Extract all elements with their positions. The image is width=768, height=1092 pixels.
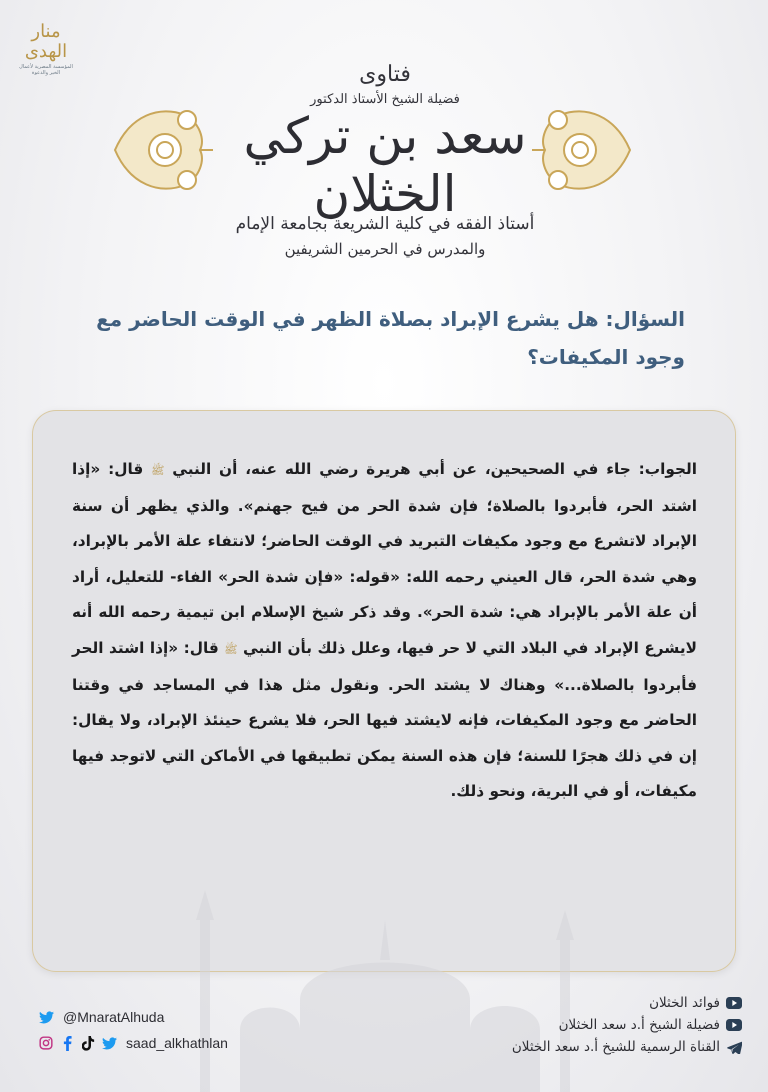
salutation-icon: ﷺ xyxy=(151,464,165,477)
youtube-channel-1[interactable]: فوائد الخثلان xyxy=(649,995,720,1011)
question-text: السؤال: هل يشرع الإبراد بصلاة الظهر في الوقت الحاضر مع وجود المكيفات؟ xyxy=(96,307,685,369)
answer-part-3: قال: «إذا اشتد الحر فأبردوا بالصلاة...» وهناك لا يشتد الحر. ونقول مثل هذا في المساجد في وقتنا الحاضر مع وجود المكيفات، فإنه لايشتد فيها الحر، فلا يشرع حينئذ الإبراد، ولا يقال: إن في ذلك هجرًا للسنة؛ فإن هذه السنة يمكن تطبيقها في الأماكن التي لاتوجد فيها مكيفات، أو في البرية، ونحو ذلك. xyxy=(72,638,697,801)
shaykh-name: سعد بن تركي الخثلان xyxy=(243,107,527,223)
mosque-skyline-decoration xyxy=(0,880,768,1092)
left-ornament-icon xyxy=(105,95,215,205)
social-links-left xyxy=(38,1004,298,1056)
facebook-icon[interactable] xyxy=(59,1035,75,1051)
fatawa-heading: فتاوى xyxy=(359,62,411,87)
right-ornament-icon xyxy=(530,95,640,205)
logo-subtitle: المؤسسة المصرية لأعمال الخير والدعوة xyxy=(19,63,73,76)
youtube-row-2[interactable] xyxy=(412,1014,742,1036)
position-line-2: والمدرس في الحرمين الشريفين xyxy=(284,240,486,258)
youtube-channel-2[interactable]: فضيلة الشيخ أ.د سعد الخثلان xyxy=(558,1017,720,1033)
tiktok-icon[interactable] xyxy=(80,1035,96,1051)
social-icons-row xyxy=(38,1030,298,1056)
position-line-1: أستاذ الفقه في كلية الشريعة بجامعة الإمام xyxy=(235,214,535,234)
twitter-handle[interactable]: @MnaratAlhuda xyxy=(63,1009,165,1025)
organization-logo xyxy=(18,22,74,76)
youtube-icon[interactable] xyxy=(726,995,742,1011)
account-handle[interactable]: saad_alkhathlan xyxy=(126,1035,228,1051)
salutation-icon: ﷺ xyxy=(224,642,238,656)
answer-text xyxy=(72,452,697,810)
youtube-row-1[interactable] xyxy=(412,992,742,1014)
answer-part-2: قال: «إذا اشتد الحر، فأبردوا بالصلاة؛ فإن شدة الحر من فيح جهنم». والذي يظهر أن سنة الإبراد لاتشرع مع وجود مكيفات التبريد في الوقت الحاضر؛ لانتفاء علة الأمر بالإبراد، وهي شدة الحر، قال العيني رحمه الله: «قوله: «فإن شدة الحر» الفاء- للتعليل، أراد أن علة الأمر بالإبراد هي: شدة الحر». وقد ذكر شيخ الإسلام ابن تيمية رحمه الله أنه لايشرع الإبراد في البلاد التي لا حر فيها، وعلل ذلك بأن النبي xyxy=(72,460,697,657)
telegram-row[interactable] xyxy=(412,1036,742,1058)
social-links-right xyxy=(412,992,742,1058)
twitter-icon[interactable] xyxy=(38,1009,54,1025)
telegram-icon[interactable] xyxy=(726,1039,742,1055)
shaykh-title: فضيلة الشيخ الأستاذ الدكتور xyxy=(310,92,460,107)
telegram-channel[interactable]: القناة الرسمية للشيخ أ.د سعد الخثلان xyxy=(511,1039,720,1055)
answer-part-1: الجواب: جاء في الصحيحين، عن أبي هريرة رضي الله عنه، أن النبي xyxy=(172,460,697,478)
logo-mark: منار الهدى xyxy=(24,21,68,62)
instagram-icon[interactable] xyxy=(38,1035,54,1051)
youtube-icon[interactable] xyxy=(726,1017,742,1033)
twitter-row[interactable] xyxy=(38,1004,298,1030)
twitter-icon[interactable] xyxy=(101,1035,117,1051)
